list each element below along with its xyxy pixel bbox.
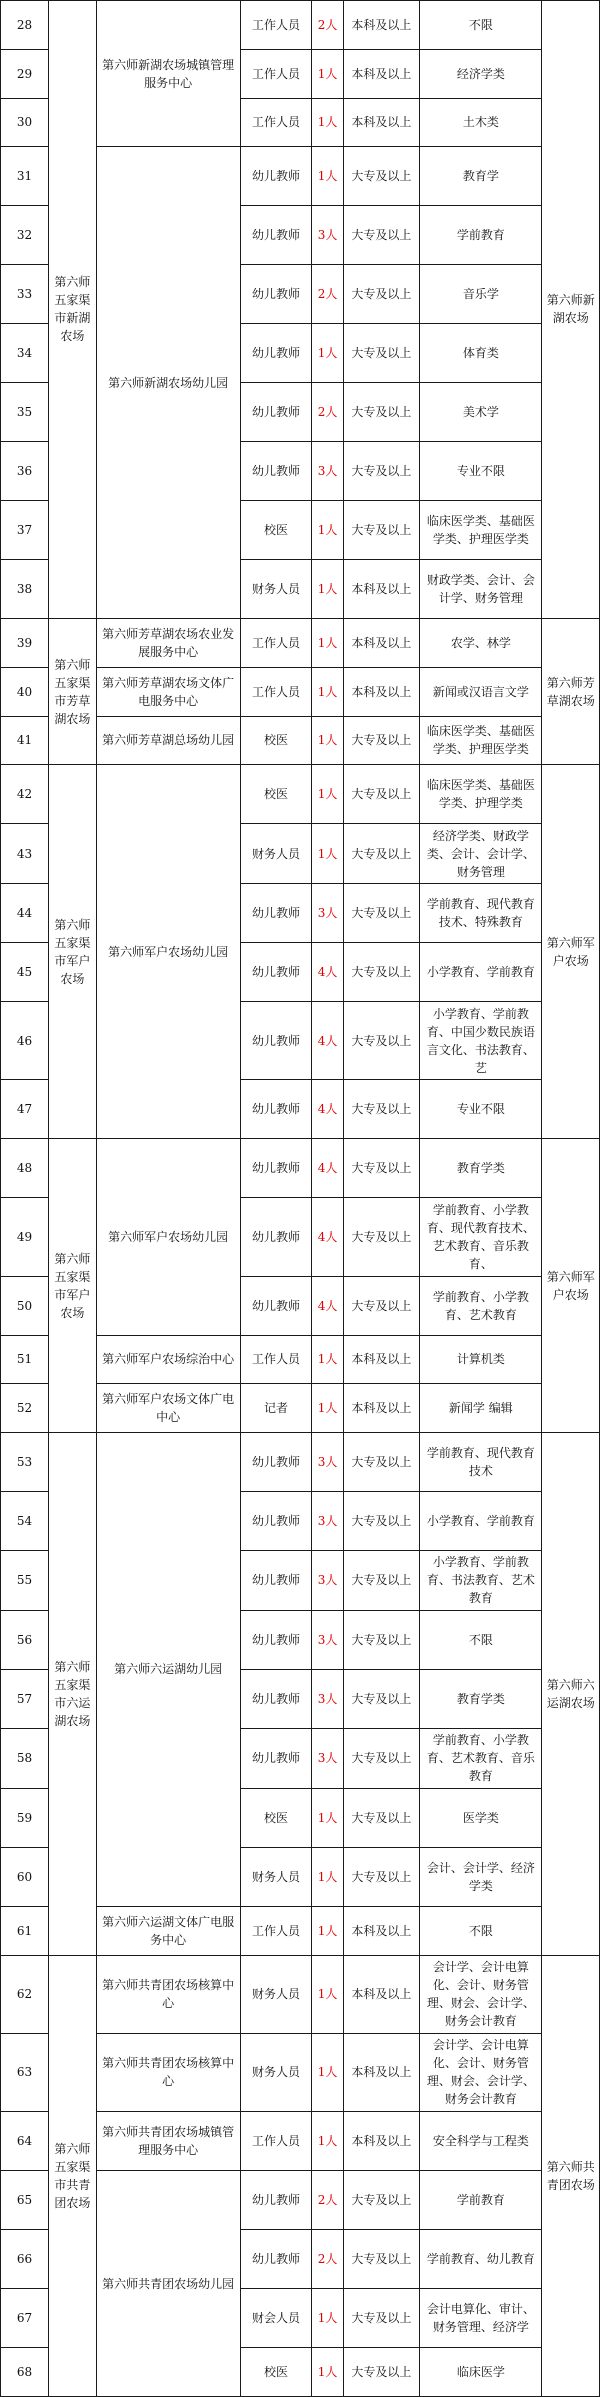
count-cell: 1人 <box>312 2033 343 2111</box>
major-cell: 学前教育、幼儿教育 <box>420 2229 542 2288</box>
major-cell: 专业不限 <box>420 442 542 501</box>
position-cell: 幼儿教师 <box>240 1728 312 1788</box>
count-cell: 1人 <box>312 49 343 98</box>
major-cell: 学前教育、小学教育、现代教育技术、艺术教育、音乐教育、 <box>420 1198 542 1276</box>
row-number: 32 <box>1 206 49 265</box>
education-cell: 大专及以上 <box>343 1788 420 1847</box>
row-number: 40 <box>1 667 49 716</box>
major-cell: 学前教育、现代教育技术、特殊教育 <box>420 884 542 943</box>
education-cell: 大专及以上 <box>343 501 420 560</box>
education-cell: 大专及以上 <box>343 884 420 943</box>
major-cell: 专业不限 <box>420 1080 542 1139</box>
major-cell: 教育学类 <box>420 1669 542 1728</box>
count-cell: 3人 <box>312 1551 343 1611</box>
row-number: 68 <box>1 2347 49 2396</box>
major-cell: 学前教育、小学教育、艺术教育、音乐教育 <box>420 1728 542 1788</box>
table-row <box>1 618 600 667</box>
region-cell: 第六师五家渠市军户农场 <box>48 765 96 1139</box>
major-cell: 医学类 <box>420 1788 542 1847</box>
unit-cell: 第六师军户农场幼儿园 <box>96 765 240 1139</box>
major-cell: 临床医学 <box>420 2347 542 2396</box>
education-cell: 大专及以上 <box>343 1669 420 1728</box>
unit-cell: 第六师军户农场文体广电中心 <box>96 1384 240 1433</box>
area-cell: 第六师军户农场 <box>542 765 600 1139</box>
count-cell: 1人 <box>312 1384 343 1433</box>
major-cell: 经济学类 <box>420 49 542 98</box>
education-cell: 大专及以上 <box>343 1198 420 1276</box>
count-cell: 1人 <box>312 1335 343 1384</box>
education-cell: 大专及以上 <box>343 1492 420 1551</box>
row-number: 51 <box>1 1335 49 1384</box>
position-cell: 工作人员 <box>240 1 312 50</box>
count-cell: 4人 <box>312 1198 343 1276</box>
education-cell: 大专及以上 <box>343 1847 420 1906</box>
table-row <box>1 1433 600 1492</box>
count-cell: 4人 <box>312 1080 343 1139</box>
position-cell: 财会人员 <box>240 2288 312 2347</box>
major-cell: 小学教育、学前教育、书法教育、艺术教育 <box>420 1551 542 1611</box>
education-cell: 大专及以上 <box>343 2229 420 2288</box>
row-number: 63 <box>1 2033 49 2111</box>
count-cell: 2人 <box>312 2171 343 2230</box>
education-cell: 大专及以上 <box>343 383 420 442</box>
unit-cell: 第六师新湖农场城镇管理服务中心 <box>96 1 240 147</box>
count-cell: 4人 <box>312 1139 343 1198</box>
position-cell: 工作人员 <box>240 2112 312 2171</box>
row-number: 49 <box>1 1198 49 1276</box>
count-cell: 1人 <box>312 501 343 560</box>
row-number: 30 <box>1 98 49 147</box>
education-cell: 本科及以上 <box>343 560 420 619</box>
major-cell: 小学教育、学前教育、中国少数民族语言文化、书法教育、艺 <box>420 1002 542 1080</box>
education-cell: 大专及以上 <box>343 442 420 501</box>
region-cell: 第六师五家渠市共青团农场 <box>48 1955 96 2396</box>
major-cell: 会计学、会计电算化、会计、财务管理、财会、会计学、财务会计教育 <box>420 2033 542 2111</box>
position-cell: 工作人员 <box>240 98 312 147</box>
education-cell: 大专及以上 <box>343 1728 420 1788</box>
area-cell: 第六师芳草湖农场 <box>542 618 600 764</box>
count-cell: 1人 <box>312 716 343 765</box>
count-cell: 1人 <box>312 765 343 824</box>
unit-cell: 第六师共青团农场幼儿园 <box>96 2171 240 2397</box>
position-cell: 记者 <box>240 1384 312 1433</box>
education-cell: 大专及以上 <box>343 324 420 383</box>
count-cell: 1人 <box>312 98 343 147</box>
education-cell: 本科及以上 <box>343 2033 420 2111</box>
major-cell: 会计电算化、审计、财务管理、经济学 <box>420 2288 542 2347</box>
region-cell: 第六师五家渠市芳草湖农场 <box>48 618 96 764</box>
count-cell: 2人 <box>312 265 343 324</box>
position-cell: 幼儿教师 <box>240 265 312 324</box>
education-cell: 大专及以上 <box>343 147 420 206</box>
major-cell: 不限 <box>420 1 542 50</box>
major-cell: 学前教育、小学教育、艺术教育 <box>420 1276 542 1335</box>
row-number: 56 <box>1 1610 49 1669</box>
education-cell: 本科及以上 <box>343 98 420 147</box>
education-cell: 本科及以上 <box>343 2112 420 2171</box>
position-cell: 校医 <box>240 501 312 560</box>
row-number: 66 <box>1 2229 49 2288</box>
position-cell: 校医 <box>240 716 312 765</box>
major-cell: 教育学 <box>420 147 542 206</box>
major-cell: 音乐学 <box>420 265 542 324</box>
count-cell: 1人 <box>312 1788 343 1847</box>
area-cell: 第六师六运湖农场 <box>542 1433 600 1955</box>
position-cell: 幼儿教师 <box>240 884 312 943</box>
position-cell: 幼儿教师 <box>240 1551 312 1611</box>
row-number: 42 <box>1 765 49 824</box>
position-cell: 财务人员 <box>240 824 312 884</box>
row-number: 57 <box>1 1669 49 1728</box>
major-cell: 新闻或汉语言文学 <box>420 667 542 716</box>
count-cell: 3人 <box>312 1728 343 1788</box>
position-cell: 幼儿教师 <box>240 1080 312 1139</box>
count-cell: 4人 <box>312 1276 343 1335</box>
position-cell: 幼儿教师 <box>240 2171 312 2230</box>
row-number: 58 <box>1 1728 49 1788</box>
row-number: 61 <box>1 1906 49 1955</box>
position-cell: 工作人员 <box>240 618 312 667</box>
count-cell: 1人 <box>312 1847 343 1906</box>
count-cell: 1人 <box>312 1955 343 2033</box>
unit-cell: 第六师六运湖幼儿园 <box>96 1433 240 1907</box>
row-number: 41 <box>1 716 49 765</box>
row-number: 55 <box>1 1551 49 1611</box>
area-cell: 第六师新湖农场 <box>542 1 600 619</box>
major-cell: 小学教育、学前教育 <box>420 1492 542 1551</box>
count-cell: 1人 <box>312 667 343 716</box>
unit-cell: 第六师六运湖文体广电服务中心 <box>96 1906 240 1955</box>
area-cell: 第六师共青团农场 <box>542 1955 600 2396</box>
education-cell: 本科及以上 <box>343 618 420 667</box>
row-number: 50 <box>1 1276 49 1335</box>
row-number: 48 <box>1 1139 49 1198</box>
count-cell: 2人 <box>312 383 343 442</box>
position-cell: 校医 <box>240 765 312 824</box>
unit-cell: 第六师军户农场综治中心 <box>96 1335 240 1384</box>
unit-cell: 第六师军户农场幼儿园 <box>96 1139 240 1335</box>
education-cell: 大专及以上 <box>343 1139 420 1198</box>
major-cell: 新闻学 编辑 <box>420 1384 542 1433</box>
row-number: 67 <box>1 2288 49 2347</box>
major-cell: 临床医学类、基础医学类、护理医学类 <box>420 716 542 765</box>
table-row <box>1 1139 600 1198</box>
region-cell: 第六师五家渠市六运湖农场 <box>48 1433 96 1955</box>
unit-cell: 第六师芳草湖农场农业发展服务中心 <box>96 618 240 667</box>
unit-cell: 第六师共青团农场核算中心 <box>96 2033 240 2111</box>
education-cell: 大专及以上 <box>343 2347 420 2396</box>
major-cell: 农学、林学 <box>420 618 542 667</box>
education-cell: 本科及以上 <box>343 1384 420 1433</box>
education-cell: 大专及以上 <box>343 265 420 324</box>
row-number: 39 <box>1 618 49 667</box>
row-number: 47 <box>1 1080 49 1139</box>
unit-cell: 第六师共青团农场城镇管理服务中心 <box>96 2112 240 2171</box>
education-cell: 本科及以上 <box>343 1 420 50</box>
table-row <box>1 1 600 50</box>
major-cell: 计算机类 <box>420 1335 542 1384</box>
position-cell: 幼儿教师 <box>240 1433 312 1492</box>
row-number: 46 <box>1 1002 49 1080</box>
unit-cell: 第六师芳草湖总场幼儿园 <box>96 716 240 765</box>
major-cell: 学前教育 <box>420 2171 542 2230</box>
education-cell: 本科及以上 <box>343 667 420 716</box>
count-cell: 1人 <box>312 324 343 383</box>
row-number: 33 <box>1 265 49 324</box>
education-cell: 大专及以上 <box>343 2288 420 2347</box>
position-cell: 幼儿教师 <box>240 206 312 265</box>
education-cell: 大专及以上 <box>343 1610 420 1669</box>
count-cell: 3人 <box>312 884 343 943</box>
major-cell: 财政学类、会计、会计学、财务管理 <box>420 560 542 619</box>
position-cell: 幼儿教师 <box>240 943 312 1002</box>
count-cell: 3人 <box>312 1433 343 1492</box>
education-cell: 大专及以上 <box>343 1433 420 1492</box>
unit-cell: 第六师芳草湖农场文体广电服务中心 <box>96 667 240 716</box>
position-cell: 幼儿教师 <box>240 1002 312 1080</box>
row-number: 52 <box>1 1384 49 1433</box>
row-number: 59 <box>1 1788 49 1847</box>
education-cell: 大专及以上 <box>343 824 420 884</box>
row-number: 53 <box>1 1433 49 1492</box>
position-cell: 财务人员 <box>240 560 312 619</box>
position-cell: 幼儿教师 <box>240 147 312 206</box>
count-cell: 4人 <box>312 943 343 1002</box>
table-row <box>1 1955 600 2033</box>
count-cell: 1人 <box>312 824 343 884</box>
position-cell: 幼儿教师 <box>240 383 312 442</box>
row-number: 34 <box>1 324 49 383</box>
education-cell: 大专及以上 <box>343 1551 420 1611</box>
count-cell: 3人 <box>312 1492 343 1551</box>
row-number: 44 <box>1 884 49 943</box>
count-cell: 1人 <box>312 147 343 206</box>
position-cell: 幼儿教师 <box>240 442 312 501</box>
major-cell: 教育学类 <box>420 1139 542 1198</box>
education-cell: 大专及以上 <box>343 943 420 1002</box>
row-number: 37 <box>1 501 49 560</box>
count-cell: 2人 <box>312 2229 343 2288</box>
count-cell: 1人 <box>312 2112 343 2171</box>
education-cell: 大专及以上 <box>343 1080 420 1139</box>
position-cell: 工作人员 <box>240 49 312 98</box>
position-cell: 财务人员 <box>240 2033 312 2111</box>
row-number: 36 <box>1 442 49 501</box>
education-cell: 大专及以上 <box>343 206 420 265</box>
education-cell: 本科及以上 <box>343 1335 420 1384</box>
position-cell: 幼儿教师 <box>240 1492 312 1551</box>
major-cell: 不限 <box>420 1906 542 1955</box>
position-cell: 财务人员 <box>240 1847 312 1906</box>
major-cell: 学前教育 <box>420 206 542 265</box>
count-cell: 3人 <box>312 1669 343 1728</box>
position-cell: 幼儿教师 <box>240 1610 312 1669</box>
major-cell: 学前教育、现代教育技术 <box>420 1433 542 1492</box>
position-cell: 校医 <box>240 1788 312 1847</box>
major-cell: 临床医学类、基础医学类、护理学类 <box>420 765 542 824</box>
count-cell: 1人 <box>312 618 343 667</box>
position-cell: 校医 <box>240 2347 312 2396</box>
count-cell: 1人 <box>312 560 343 619</box>
count-cell: 2人 <box>312 1 343 50</box>
major-cell: 体育类 <box>420 324 542 383</box>
row-number: 38 <box>1 560 49 619</box>
count-cell: 1人 <box>312 2347 343 2396</box>
row-number: 54 <box>1 1492 49 1551</box>
education-cell: 本科及以上 <box>343 49 420 98</box>
unit-cell: 第六师共青团农场核算中心 <box>96 1955 240 2033</box>
unit-cell: 第六师新湖农场幼儿园 <box>96 147 240 619</box>
major-cell: 经济学类、财政学类、会计、会计学、财务管理 <box>420 824 542 884</box>
education-cell: 大专及以上 <box>343 2171 420 2230</box>
row-number: 45 <box>1 943 49 1002</box>
row-number: 28 <box>1 1 49 50</box>
area-cell: 第六师军户农场 <box>542 1139 600 1433</box>
major-cell: 土木类 <box>420 98 542 147</box>
row-number: 35 <box>1 383 49 442</box>
count-cell: 1人 <box>312 2288 343 2347</box>
major-cell: 临床医学类、基础医学类、护理医学类 <box>420 501 542 560</box>
education-cell: 本科及以上 <box>343 1955 420 2033</box>
position-cell: 财务人员 <box>240 1955 312 2033</box>
count-cell: 3人 <box>312 206 343 265</box>
major-cell: 不限 <box>420 1610 542 1669</box>
row-number: 29 <box>1 49 49 98</box>
row-number: 60 <box>1 1847 49 1906</box>
position-cell: 幼儿教师 <box>240 324 312 383</box>
position-cell: 幼儿教师 <box>240 1198 312 1276</box>
row-number: 31 <box>1 147 49 206</box>
education-cell: 大专及以上 <box>343 1002 420 1080</box>
major-cell: 安全科学与工程类 <box>420 2112 542 2171</box>
major-cell: 美术学 <box>420 383 542 442</box>
count-cell: 1人 <box>312 1906 343 1955</box>
count-cell: 4人 <box>312 1002 343 1080</box>
row-number: 62 <box>1 1955 49 2033</box>
region-cell: 第六师五家渠市新湖农场 <box>48 1 96 619</box>
position-cell: 工作人员 <box>240 1906 312 1955</box>
education-cell: 大专及以上 <box>343 716 420 765</box>
position-cell: 工作人员 <box>240 1335 312 1384</box>
count-cell: 3人 <box>312 442 343 501</box>
position-cell: 工作人员 <box>240 667 312 716</box>
table-row <box>1 765 600 824</box>
row-number: 65 <box>1 2171 49 2230</box>
row-number: 43 <box>1 824 49 884</box>
row-number: 64 <box>1 2112 49 2171</box>
education-cell: 大专及以上 <box>343 1276 420 1335</box>
major-cell: 小学教育、学前教育 <box>420 943 542 1002</box>
count-cell: 3人 <box>312 1610 343 1669</box>
education-cell: 大专及以上 <box>343 765 420 824</box>
region-cell: 第六师五家渠市军户农场 <box>48 1139 96 1433</box>
position-cell: 幼儿教师 <box>240 1669 312 1728</box>
education-cell: 本科及以上 <box>343 1906 420 1955</box>
major-cell: 会计学、会计电算化、会计、财务管理、财会、会计学、财务会计教育 <box>420 1955 542 2033</box>
major-cell: 会计、会计学、经济学类 <box>420 1847 542 1906</box>
position-cell: 幼儿教师 <box>240 1139 312 1198</box>
position-cell: 幼儿教师 <box>240 1276 312 1335</box>
position-cell: 幼儿教师 <box>240 2229 312 2288</box>
